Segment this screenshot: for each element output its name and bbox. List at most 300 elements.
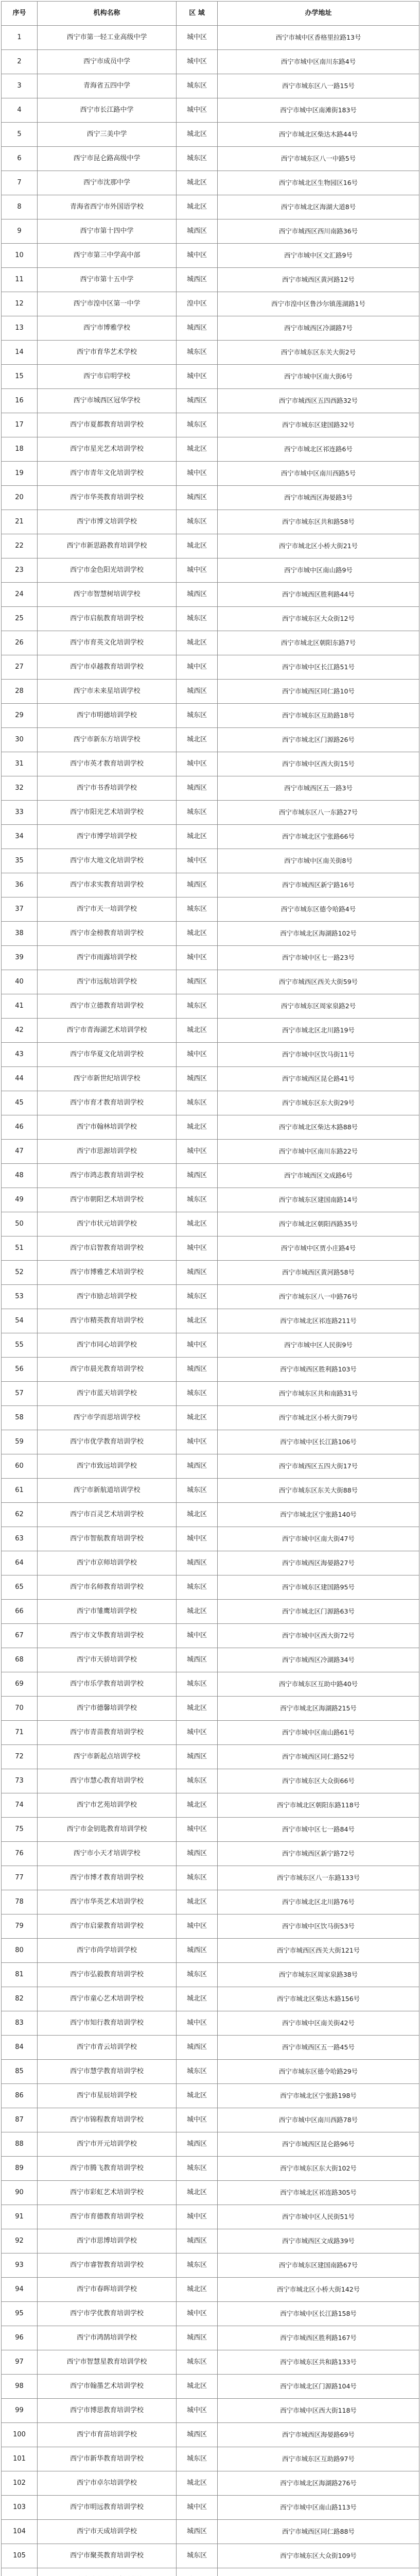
cell-district: 城中区 — [177, 946, 218, 970]
table-body — [2, 26, 419, 2576]
table-row — [2, 462, 419, 486]
cell-index: 71 — [2, 1721, 38, 1745]
cell-district: 城西区 — [177, 1261, 218, 1285]
cell-index: 8 — [2, 195, 38, 219]
cell-address: 西宁市城中区长江路158号 — [218, 2302, 419, 2326]
cell-address: 西宁市城北区门源路63号 — [218, 1600, 419, 1624]
table-row — [2, 631, 419, 655]
column-header-district: 区 域 — [177, 2, 218, 26]
table-row — [2, 437, 419, 462]
table-row — [2, 1890, 419, 1914]
cell-address: 西宁市城西区五四大街17号 — [218, 1454, 419, 1479]
cell-index: 102 — [2, 2471, 38, 2496]
table-row — [2, 268, 419, 292]
cell-district: 城西区 — [177, 873, 218, 897]
cell-district: 城西区 — [177, 1648, 218, 1672]
table-row — [2, 171, 419, 195]
cell-district: 城东区 — [177, 2350, 218, 2375]
cell-name: 西宁市同心培训学校 — [38, 1333, 177, 1358]
cell-district: 城北区 — [177, 1503, 218, 1527]
cell-address: 西宁市城东区东关大街88号 — [218, 1479, 419, 1503]
table-row — [2, 1914, 419, 1939]
cell-district: 城西区 — [177, 680, 218, 704]
cell-district: 城东区 — [177, 2253, 218, 2278]
cell-index: 51 — [2, 1236, 38, 1261]
cell-index: 48 — [2, 1164, 38, 1188]
cell-district: 城东区 — [177, 1672, 218, 1697]
cell-address: 西宁市城西区黄河路12号 — [218, 268, 419, 292]
table-row — [2, 1769, 419, 1793]
cell-district: 城东区 — [177, 801, 218, 825]
table-row — [2, 946, 419, 970]
table-row — [2, 1939, 419, 1963]
cell-address: 西宁市城中区七一路84号 — [218, 1818, 419, 1842]
cell-district: 城东区 — [177, 607, 218, 631]
cell-name: 西宁市思源培训学校 — [38, 1140, 177, 1164]
cell-address: 西宁市城西区新宁路72号 — [218, 1842, 419, 1866]
cell-index — [2, 2568, 38, 2576]
cell-index: 36 — [2, 873, 38, 897]
cell-name: 西宁三美中学 — [38, 123, 177, 147]
table-row — [2, 50, 419, 74]
cell-district: 城东区 — [177, 1285, 218, 1309]
table-row — [2, 1382, 419, 1406]
cell-address: 西宁市城北区小桥大街79号 — [218, 1406, 419, 1430]
cell-name: 西宁市思博培训学校 — [38, 2229, 177, 2253]
cell-address: 西宁市城东区共和路58号 — [218, 510, 419, 534]
cell-district: 城东区 — [177, 2544, 218, 2568]
cell-address: 西宁市城北区宁张路140号 — [218, 1503, 419, 1527]
cell-index: 92 — [2, 2229, 38, 2253]
cell-index: 57 — [2, 1382, 38, 1406]
table-row — [2, 219, 419, 244]
cell-index: 72 — [2, 1745, 38, 1769]
cell-index: 69 — [2, 1672, 38, 1697]
cell-name: 西宁市百灵艺术培训学校 — [38, 1503, 177, 1527]
table-row — [2, 2011, 419, 2036]
cell-name: 西宁市雏鹰培训学校 — [38, 1600, 177, 1624]
table-row — [2, 510, 419, 534]
cell-address: 西宁市城东区德令哈路4号 — [218, 897, 419, 922]
cell-district: 城北区 — [177, 2471, 218, 2496]
cell-address: 西宁市城东区东大街102号 — [218, 2157, 419, 2181]
cell-name: 青海省五四中学 — [38, 74, 177, 98]
cell-name: 西宁市慧学教育培训学校 — [38, 2060, 177, 2084]
cell-index: 97 — [2, 2350, 38, 2375]
cell-index: 81 — [2, 1963, 38, 1987]
cell-address: 西宁市城中区饮马街53号 — [218, 1914, 419, 1939]
table-row — [2, 316, 419, 341]
cell-index: 87 — [2, 2108, 38, 2132]
table-row — [2, 1188, 419, 1212]
cell-district: 城西区 — [177, 776, 218, 801]
cell-district: 城西区 — [177, 1939, 218, 1963]
table-row — [2, 2060, 419, 2084]
cell-name: 西宁市青海湖艺术培训学校 — [38, 1019, 177, 1043]
cell-district: 城西区 — [177, 583, 218, 607]
cell-index: 100 — [2, 2423, 38, 2447]
cell-name: 西宁市求实教育培训学校 — [38, 873, 177, 897]
table-row — [2, 2036, 419, 2060]
cell-index: 28 — [2, 680, 38, 704]
cell-address: 西宁市城东区东关大街2号 — [218, 341, 419, 365]
cell-index: 45 — [2, 1091, 38, 1115]
table-row — [2, 680, 419, 704]
cell-index: 40 — [2, 970, 38, 994]
cell-name: 西宁市博文培训学校 — [38, 510, 177, 534]
cell-name: 西宁市华夏文化培训学校 — [38, 1043, 177, 1067]
table-row — [2, 1575, 419, 1600]
cell-address: 西宁市城西区昆仑路96号 — [218, 2132, 419, 2157]
cell-index: 24 — [2, 583, 38, 607]
cell-name: 西宁市华英教育培训学校 — [38, 486, 177, 510]
table-row — [2, 1697, 419, 1721]
cell-index: 65 — [2, 1575, 38, 1600]
cell-address: 西宁市城中区西大街72号 — [218, 1624, 419, 1648]
table-row — [2, 1479, 419, 1503]
table-header-row — [2, 2, 419, 26]
cell-index: 60 — [2, 1454, 38, 1479]
cell-district: 城北区 — [177, 123, 218, 147]
cell-district: 城东区 — [177, 994, 218, 1019]
cell-index: 62 — [2, 1503, 38, 1527]
table-row — [2, 292, 419, 316]
table-row — [2, 1551, 419, 1575]
cell-address: 西宁市城中区南大街6号 — [218, 365, 419, 389]
cell-address: 西宁市城西区黄河路58号 — [218, 1261, 419, 1285]
cell-district: 城中区 — [177, 558, 218, 583]
cell-address: 西宁市城北区门源路104号 — [218, 2375, 419, 2399]
cell-address: 西宁市城东区共和南路31号 — [218, 1382, 419, 1406]
cell-address: 西宁市城北区柴达木路156号 — [218, 1987, 419, 2011]
cell-name: 西宁市彩虹艺术培训学校 — [38, 2181, 177, 2205]
cell-address: 西宁市城西区海晏路69号 — [218, 2423, 419, 2447]
table-row — [2, 2205, 419, 2229]
cell-name: 西宁市翰墨艺术培训学校 — [38, 2375, 177, 2399]
cell-address: 西宁市城中区南关街8号 — [218, 849, 419, 873]
cell-index: 16 — [2, 389, 38, 413]
cell-index: 11 — [2, 268, 38, 292]
column-header-index: 序号 — [2, 2, 38, 26]
cell-address: 西宁市城中区人民街9号 — [218, 1333, 419, 1358]
cell-district: 城中区 — [177, 26, 218, 50]
cell-index: 47 — [2, 1140, 38, 1164]
cell-address: 西宁市城西区胜利路103号 — [218, 1358, 419, 1382]
cell-name: 西宁市开元培训学校 — [38, 2132, 177, 2157]
cell-index: 52 — [2, 1261, 38, 1285]
cell-name: 西宁市启蒙教育培训学校 — [38, 1914, 177, 1939]
cell-address: 西宁市城中区人民街51号 — [218, 2205, 419, 2229]
cell-district: 城中区 — [177, 1333, 218, 1358]
cell-address: 西宁市城西区海晏路3号 — [218, 486, 419, 510]
cell-name: 西宁市新华教育培训学校 — [38, 2447, 177, 2471]
cell-index: 7 — [2, 171, 38, 195]
cell-address: 西宁市城东区大众街12号 — [218, 607, 419, 631]
cell-address: 西宁市城东区互助路97号 — [218, 2447, 419, 2471]
cell-district: 城北区 — [177, 728, 218, 752]
table-row — [2, 922, 419, 946]
table-row — [2, 341, 419, 365]
cell-district: 城中区 — [177, 1624, 218, 1648]
cell-district: 城东区 — [177, 74, 218, 98]
cell-district: 城中区 — [177, 1043, 218, 1067]
cell-name: 西宁市育苗培训学校 — [38, 2423, 177, 2447]
cell-index: 42 — [2, 1019, 38, 1043]
cell-name: 西宁市智慧树培训学校 — [38, 583, 177, 607]
cell-address: 西宁市城西区文成路39号 — [218, 2229, 419, 2253]
cell-address: 西宁市城东区八一中路76号 — [218, 1285, 419, 1309]
table-row — [2, 2375, 419, 2399]
cell-index: 35 — [2, 849, 38, 873]
cell-name: 西宁市新起点培训学校 — [38, 1745, 177, 1769]
table-row — [2, 534, 419, 558]
cell-address: 西宁市城中区南关街42号 — [218, 2011, 419, 2036]
cell-name — [38, 2568, 177, 2576]
cell-district: 城北区 — [177, 1697, 218, 1721]
cell-index: 39 — [2, 946, 38, 970]
table-row — [2, 776, 419, 801]
cell-address: 西宁市城东区建国路32号 — [218, 413, 419, 437]
table-row — [2, 2423, 419, 2447]
cell-district: 城东区 — [177, 1769, 218, 1793]
cell-address: 西宁市城西区胜利路167号 — [218, 2326, 419, 2350]
cell-index: 41 — [2, 994, 38, 1019]
table-row — [2, 1600, 419, 1624]
cell-address: 西宁市城北区海湖路276号 — [218, 2471, 419, 2496]
cell-district: 城中区 — [177, 849, 218, 873]
cell-address: 西宁市城西区同仁路10号 — [218, 680, 419, 704]
cell-address: 西宁市城西区同仁路88号 — [218, 2520, 419, 2544]
cell-index: 55 — [2, 1333, 38, 1358]
cell-district: 城中区 — [177, 98, 218, 123]
cell-address: 西宁市城北区海湖路102号 — [218, 922, 419, 946]
table-row — [2, 1793, 419, 1818]
cell-name: 西宁市翰林培训学校 — [38, 1115, 177, 1140]
cell-address: 西宁市城东区大众街109号 — [218, 2544, 419, 2568]
table-row — [2, 1043, 419, 1067]
cell-name: 西宁市卓尔培训学校 — [38, 2471, 177, 2496]
table-row — [2, 74, 419, 98]
column-header-address: 办学地址 — [218, 2, 419, 26]
cell-name: 西宁市新思路教育培训学校 — [38, 534, 177, 558]
cell-index: 61 — [2, 1479, 38, 1503]
table-row — [2, 1285, 419, 1309]
cell-name: 西宁市致远培训学校 — [38, 1454, 177, 1479]
cell-address: 西宁市城中区贾小庄路4号 — [218, 1236, 419, 1261]
cell-district: 城北区 — [177, 1406, 218, 1430]
cell-name: 西宁市智慧星教育培训学校 — [38, 2350, 177, 2375]
cell-address: 西宁市城东区八一路15号 — [218, 74, 419, 98]
cell-name: 西宁市蓝天培训学校 — [38, 1382, 177, 1406]
cell-name: 西宁市博思教育培训学校 — [38, 2399, 177, 2423]
table-row — [2, 389, 419, 413]
cell-address: 西宁市城西区文成路6号 — [218, 1164, 419, 1188]
cell-address: 西宁市城西区西关大街59号 — [218, 970, 419, 994]
table-row — [2, 26, 419, 50]
cell-district: 城北区 — [177, 1019, 218, 1043]
cell-address: 西宁市城东区建国南路67号 — [218, 2253, 419, 2278]
cell-address: 西宁市城北区柴达木路88号 — [218, 1115, 419, 1140]
cell-index: 94 — [2, 2278, 38, 2302]
cell-address: 西宁市城中区南川西路78号 — [218, 2108, 419, 2132]
cell-index: 104 — [2, 2520, 38, 2544]
cell-district: 城北区 — [177, 1212, 218, 1236]
table-row — [2, 1212, 419, 1236]
cell-district: 城北区 — [177, 631, 218, 655]
cell-district: 城西区 — [177, 2036, 218, 2060]
table-row — [2, 2181, 419, 2205]
cell-name: 西宁市青年文化培训学校 — [38, 462, 177, 486]
cell-district: 城东区 — [177, 897, 218, 922]
cell-name: 西宁市雨露培训学校 — [38, 946, 177, 970]
cell-index: 17 — [2, 413, 38, 437]
cell-name: 西宁市聚英教育培训学校 — [38, 2544, 177, 2568]
table-row — [2, 897, 419, 922]
cell-index: 43 — [2, 1043, 38, 1067]
cell-name: 西宁市智航教育培训学校 — [38, 1527, 177, 1551]
cell-name: 西宁市育英文化培训学校 — [38, 631, 177, 655]
cell-address: 西宁市城西区昆仑路41号 — [218, 1067, 419, 1091]
table-row — [2, 1164, 419, 1188]
table-row — [2, 825, 419, 849]
cell-name: 西宁市博才教育培训学校 — [38, 1866, 177, 1890]
cell-name: 西宁市天一培训学校 — [38, 897, 177, 922]
cell-index: 25 — [2, 607, 38, 631]
table-row — [2, 1527, 419, 1551]
cell-name: 西宁市德馨培训学校 — [38, 1697, 177, 1721]
table-row — [2, 1091, 419, 1115]
cell-name: 西宁市启智教育培训学校 — [38, 1236, 177, 1261]
cell-district: 城中区 — [177, 1914, 218, 1939]
table-row — [2, 1818, 419, 1842]
table-row — [2, 2350, 419, 2375]
cell-index: 68 — [2, 1648, 38, 1672]
cell-name: 西宁市慧心教育培训学校 — [38, 1769, 177, 1793]
cell-district: 城西区 — [177, 2423, 218, 2447]
cell-address: 西宁市城北区海湖路215号 — [218, 1697, 419, 1721]
table-row — [2, 583, 419, 607]
table-row — [2, 2132, 419, 2157]
cell-district: 城中区 — [177, 1721, 218, 1745]
table-row — [2, 1624, 419, 1648]
cell-address: 西宁市城中区长江路106号 — [218, 1430, 419, 1454]
cell-index: 26 — [2, 631, 38, 655]
table-row — [2, 1019, 419, 1043]
cell-district: 城东区 — [177, 2447, 218, 2471]
cell-index: 46 — [2, 1115, 38, 1140]
cell-name: 西宁市春晖培训学校 — [38, 2278, 177, 2302]
cell-index: 98 — [2, 2375, 38, 2399]
table-row — [2, 849, 419, 873]
cell-index: 58 — [2, 1406, 38, 1430]
table-row — [2, 1067, 419, 1091]
cell-address: 西宁市城东区建国路95号 — [218, 1575, 419, 1600]
table-row — [2, 2108, 419, 2132]
cell-index: 93 — [2, 2253, 38, 2278]
cell-name: 西宁市弘毅教育培训学校 — [38, 1963, 177, 1987]
cell-name: 西宁市励志培训学校 — [38, 1285, 177, 1309]
cell-name: 西宁市明德培训学校 — [38, 704, 177, 728]
table-row — [2, 1745, 419, 1769]
cell-district: 城东区 — [177, 1575, 218, 1600]
cell-district: 城北区 — [177, 437, 218, 462]
cell-name: 西宁市卓越教育培训学校 — [38, 655, 177, 680]
cell-address: 西宁市城北区祁连路6号 — [218, 437, 419, 462]
cell-name: 西宁市昆仑路高级中学 — [38, 147, 177, 171]
cell-address: 西宁市城东区周家泉路38号 — [218, 1963, 419, 1987]
cell-district: 城东区 — [177, 2060, 218, 2084]
cell-name: 西宁市新东方培训学校 — [38, 728, 177, 752]
cell-index: 88 — [2, 2132, 38, 2157]
cell-address: 西宁市城中区南山路113号 — [218, 2496, 419, 2520]
cell-name: 西宁市新航道培训学校 — [38, 1479, 177, 1503]
cell-district: 城西区 — [177, 1164, 218, 1188]
cell-district: 城西区 — [177, 486, 218, 510]
cell-district: 城西区 — [177, 2326, 218, 2350]
cell-name: 西宁市星辰培训学校 — [38, 2084, 177, 2108]
cell-name: 西宁市华英艺术培训学校 — [38, 1890, 177, 1914]
cell-district: 城中区 — [177, 244, 218, 268]
table-row — [2, 413, 419, 437]
cell-index: 53 — [2, 1285, 38, 1309]
cell-address: 西宁市城西区新宁路16号 — [218, 873, 419, 897]
cell-index: 78 — [2, 1890, 38, 1914]
cell-index: 54 — [2, 1309, 38, 1333]
cell-name: 西宁市鸿鹄培训学校 — [38, 2326, 177, 2350]
cell-district: 城中区 — [177, 2399, 218, 2423]
table-row — [2, 1454, 419, 1479]
cell-district: 城东区 — [177, 704, 218, 728]
cell-district: 城北区 — [177, 1987, 218, 2011]
cell-address: 西宁市城中区南川东路4号 — [218, 50, 419, 74]
cell-name: 西宁市启明学校 — [38, 365, 177, 389]
cell-name: 西宁市睿智教育培训学校 — [38, 2253, 177, 2278]
cell-address: 西宁市城东区德令哈路29号 — [218, 2060, 419, 2084]
cell-address: 西宁市城东区八一中路5号 — [218, 147, 419, 171]
cell-address: 西宁市城西区胜利路44号 — [218, 583, 419, 607]
cell-district: 城北区 — [177, 825, 218, 849]
table-row — [2, 801, 419, 825]
cell-district: 城北区 — [177, 534, 218, 558]
table-row — [2, 123, 419, 147]
cell-district: 城中区 — [177, 1430, 218, 1454]
cell-address: 西宁市城东区大众街66号 — [218, 1769, 419, 1793]
cell-district: 城东区 — [177, 1188, 218, 1212]
cell-name: 西宁市未来星培训学校 — [38, 680, 177, 704]
cell-district: 城中区 — [177, 2302, 218, 2326]
cell-name: 西宁市鸿志教育培训学校 — [38, 1164, 177, 1188]
table-row — [2, 98, 419, 123]
table-row — [2, 1333, 419, 1358]
cell-address: 西宁市城东区共和路133号 — [218, 2350, 419, 2375]
cell-district: 城北区 — [177, 1890, 218, 1914]
cell-name: 西宁市名师教育培训学校 — [38, 1575, 177, 1600]
table-row — [2, 2253, 419, 2278]
cell-name: 西宁市小天才培训学校 — [38, 1842, 177, 1866]
cell-address: 西宁市城北区祁连路211号 — [218, 1309, 419, 1333]
cell-name: 西宁市知行教育培训学校 — [38, 2011, 177, 2036]
cell-index: 73 — [2, 1769, 38, 1793]
cell-index: 20 — [2, 486, 38, 510]
cell-index: 76 — [2, 1842, 38, 1866]
cell-index: 80 — [2, 1939, 38, 1963]
cell-district: 城西区 — [177, 1745, 218, 1769]
cell-district: 城中区 — [177, 2205, 218, 2229]
table-row — [2, 994, 419, 1019]
table-row — [2, 1140, 419, 1164]
cell-district: 城西区 — [177, 316, 218, 341]
table-row — [2, 752, 419, 776]
